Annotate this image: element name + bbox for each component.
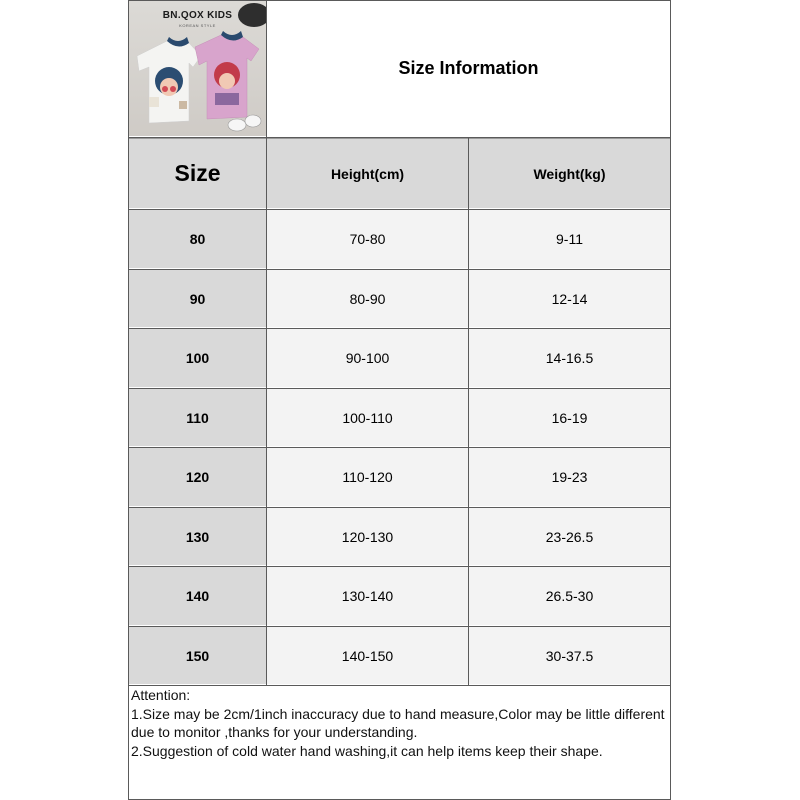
height-cell: 100-110 [267,389,468,446]
notes-line-2: 2.Suggestion of cold water hand washing,it can help items keep their shape. [131,743,603,760]
page-title: Size Information [267,1,670,136]
divider [468,138,469,686]
size-cell: 100 [129,329,266,387]
divider [128,447,671,448]
divider [128,209,671,210]
brand-name: BN.QOX KIDS [162,10,233,21]
brand-tagline: KOREAN STYLE [179,23,216,28]
divider [128,388,671,389]
divider [670,0,671,800]
weight-cell: 23-26.5 [469,508,670,565]
size-cell: 80 [129,210,266,268]
height-cell: 140-150 [267,627,468,684]
divider [128,626,671,627]
divider [128,0,671,1]
notes-heading: Attention: [131,687,191,703]
size-cell: 150 [129,627,266,684]
weight-cell: 14-16.5 [469,329,670,387]
weight-cell: 19-23 [469,448,670,506]
column-header-size: Size [129,139,266,208]
column-header-weight: Weight(kg) [469,139,670,208]
attention-notes [131,686,671,761]
weight-cell: 26.5-30 [469,567,670,625]
size-chart [128,0,671,800]
height-cell: 90-100 [267,329,468,387]
size-cell: 140 [129,567,266,625]
size-cell: 130 [129,508,266,565]
divider [128,566,671,567]
height-cell: 130-140 [267,567,468,625]
divider [128,507,671,508]
column-header-height: Height(cm) [267,139,468,208]
notes-line-1: 1.Size may be 2cm/1inch inaccuracy due to hand measure,Color may be little different due to monitor ,thanks for your understanding. [131,705,665,741]
height-cell: 110-120 [267,448,468,506]
weight-cell: 12-14 [469,270,670,327]
height-cell: 70-80 [267,210,468,268]
divider [128,0,129,800]
size-cell: 120 [129,448,266,506]
divider [128,328,671,329]
height-cell: 80-90 [267,270,468,327]
height-cell: 120-130 [267,508,468,565]
size-cell: 110 [129,389,266,446]
weight-cell: 16-19 [469,389,670,446]
divider [266,0,267,686]
size-cell: 90 [129,270,266,327]
divider [128,269,671,270]
weight-cell: 30-37.5 [469,627,670,684]
weight-cell: 9-11 [469,210,670,268]
divider [128,138,671,139]
product-photo-image [129,1,266,136]
